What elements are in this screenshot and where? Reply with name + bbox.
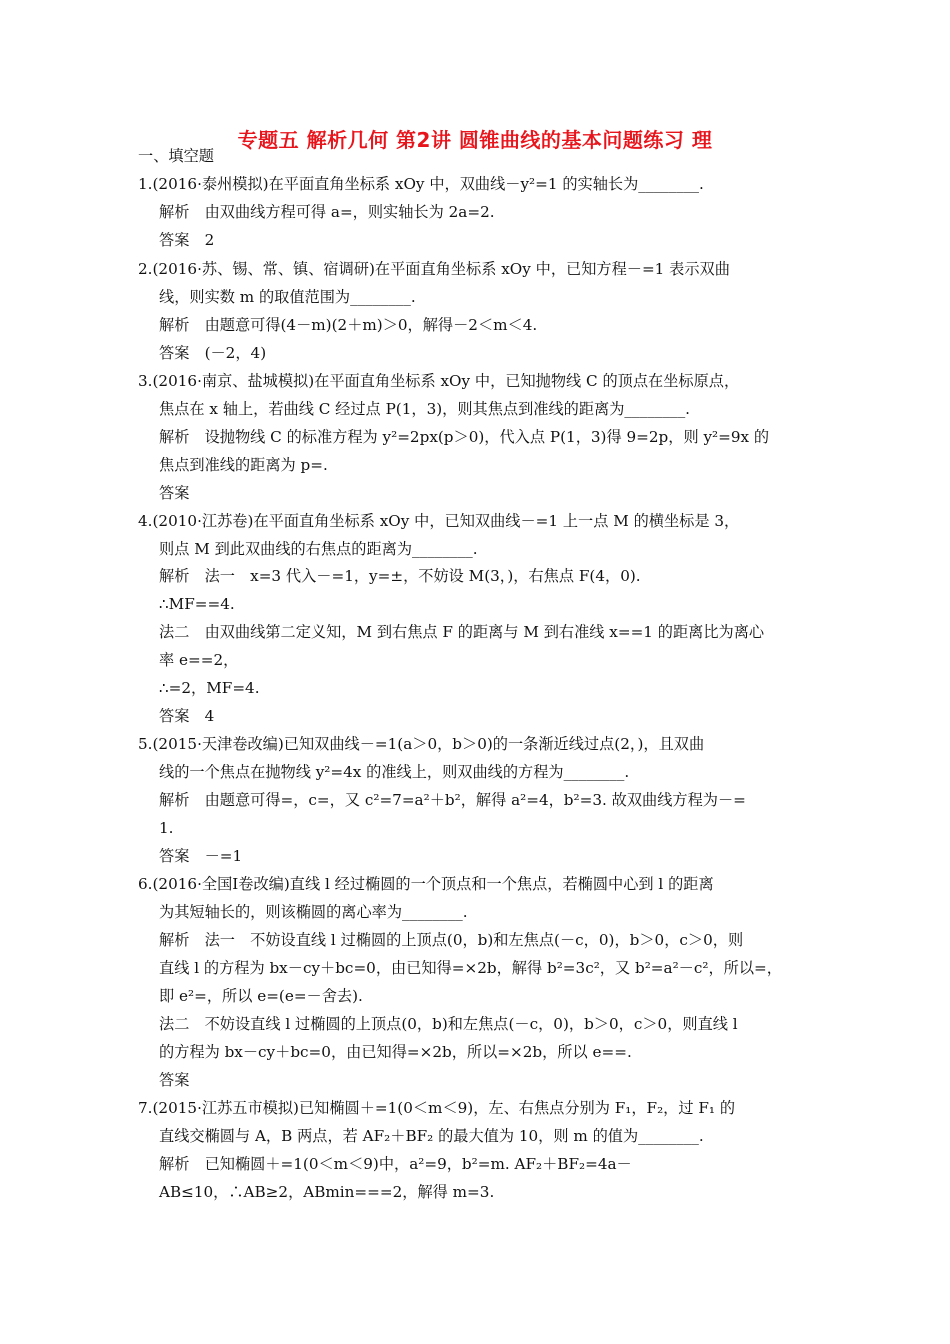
text-line-q2-1: 2.(2016·苏、锡、常、镇、宿调研)在平面直角坐标系 xOy 中，已知方程－=1 表示双曲: [138, 260, 730, 278]
text-line-q1-2: 解析 由双曲线方程可得 a=，则实轴长为 2a=2.: [159, 203, 495, 221]
text-line-q4-5: 法二 由双曲线第二定义知，M 到右焦点 F 的距离与 M 到右准线 x==1 的距离比为离心: [159, 623, 765, 641]
section-heading: 一、填空题: [138, 147, 214, 165]
text-line-q3-4: 焦点到准线的距离为 p=.: [159, 456, 328, 474]
text-line-q2-3: 解析 由题意可得(4－m)(2＋m)＞0，解得－2＜m＜4.: [159, 316, 538, 334]
text-line-q4-1: 4.(2010·江苏卷)在平面直角坐标系 xOy 中，已知双曲线－=1 上一点 M 的横坐标是 3，: [138, 512, 740, 530]
text-line-q6-6: 法二 不妨设直线 l 过椭圆的上顶点(0，b)和左焦点(－c，0)，b＞0，c＞0，则直线 l: [159, 1015, 738, 1033]
text-line-q2-2: 线，则实数 m 的取值范围为________.: [159, 288, 416, 306]
text-line-q6-4: 直线 l 的方程为 bx－cy＋bc=0，由已知得=×2b，解得 b²=3c²，又 b²=a²－c²，所以=，: [159, 959, 782, 977]
text-line-q5-3: 解析 由题意可得=，c=，又 c²=7=a²＋b²，解得 a²=4，b²=3. 故双曲线方程为－=: [159, 791, 746, 809]
text-line-q6-1: 6.(2016·全国Ⅰ卷改编)直线 l 经过椭圆的一个顶点和一个焦点，若椭圆中心到 l 的距离: [138, 875, 714, 893]
text-line-q5-1: 5.(2015·天津卷改编)已知双曲线－=1(a＞0，b＞0)的一条渐近线过点(2，)，且双曲: [138, 735, 705, 753]
text-line-q7-3: 解析 已知椭圆＋=1(0＜m＜9)中，a²=9，b²=m. AF₂＋BF₂=4a－: [159, 1155, 632, 1173]
text-line-q5-5: 答案 －=1: [159, 847, 243, 865]
text-line-q6-3: 解析 法一 不妨设直线 l 过椭圆的上顶点(0，b)和左焦点(－c，0)，b＞0，c＞0，则: [159, 931, 744, 949]
text-line-q1-3: 答案 2: [159, 231, 215, 249]
page-title: 专题五 解析几何 第2讲 圆锥曲线的基本问题练习 理: [237, 128, 713, 152]
text-line-q7-4: AB≤10，∴AB≥2，ABmin===2，解得 m=3.: [159, 1183, 495, 1201]
text-line-q7-2: 直线交椭圆与 A，B 两点，若 AF₂＋BF₂ 的最大值为 10，则 m 的值为________.: [159, 1127, 704, 1145]
text-line-q1-1: 1.(2016·泰州模拟)在平面直角坐标系 xOy 中，双曲线－y²=1 的实轴长为________.: [138, 175, 704, 193]
text-line-q4-3: 解析 法一 x=3 代入－=1，y=±，不妨设 M(3，)，右焦点 F(4，0).: [159, 567, 641, 585]
text-line-q4-7: ∴=2，MF=4.: [159, 679, 260, 697]
text-line-q4-8: 答案 4: [159, 707, 215, 725]
text-line-q3-5: 答案: [159, 484, 190, 502]
text-line-q6-8: 答案: [159, 1071, 190, 1089]
text-line-q6-7: 的方程为 bx－cy＋bc=0，由已知得=×2b，所以=×2b，所以 e==.: [159, 1043, 632, 1061]
text-line-q3-1: 3.(2016·南京、盐城模拟)在平面直角坐标系 xOy 中，已知抛物线 C 的顶点在坐标原点，: [138, 372, 740, 390]
text-line-q5-2: 线的一个焦点在抛物线 y²=4x 的准线上，则双曲线的方程为________.: [159, 763, 630, 781]
text-line-q6-2: 为其短轴长的，则该椭圆的离心率为________.: [159, 903, 468, 921]
text-line-q3-3: 解析 设抛物线 C 的标准方程为 y²=2px(p＞0)，代入点 P(1，3)得 9=2p，则 y²=9x 的: [159, 428, 770, 446]
text-line-q4-6: 率 e==2，: [159, 651, 239, 669]
text-line-q6-5: 即 e²=，所以 e=(e=－舍去).: [159, 987, 363, 1005]
text-line-q3-2: 焦点在 x 轴上，若曲线 C 经过点 P(1，3)，则其焦点到准线的距离为________.: [159, 400, 690, 418]
text-line-q5-4: 1.: [159, 819, 174, 837]
text-line-q7-1: 7.(2015·江苏五市模拟)已知椭圆＋=1(0＜m＜9)，左、右焦点分别为 F₁，F₂，过 F₁ 的: [138, 1099, 736, 1117]
text-line-q2-4: 答案 (－2，4): [159, 344, 267, 362]
text-line-q4-2: 则点 M 到此双曲线的右焦点的距离为________.: [159, 540, 478, 558]
text-line-q4-4: ∴MF==4.: [159, 595, 235, 613]
